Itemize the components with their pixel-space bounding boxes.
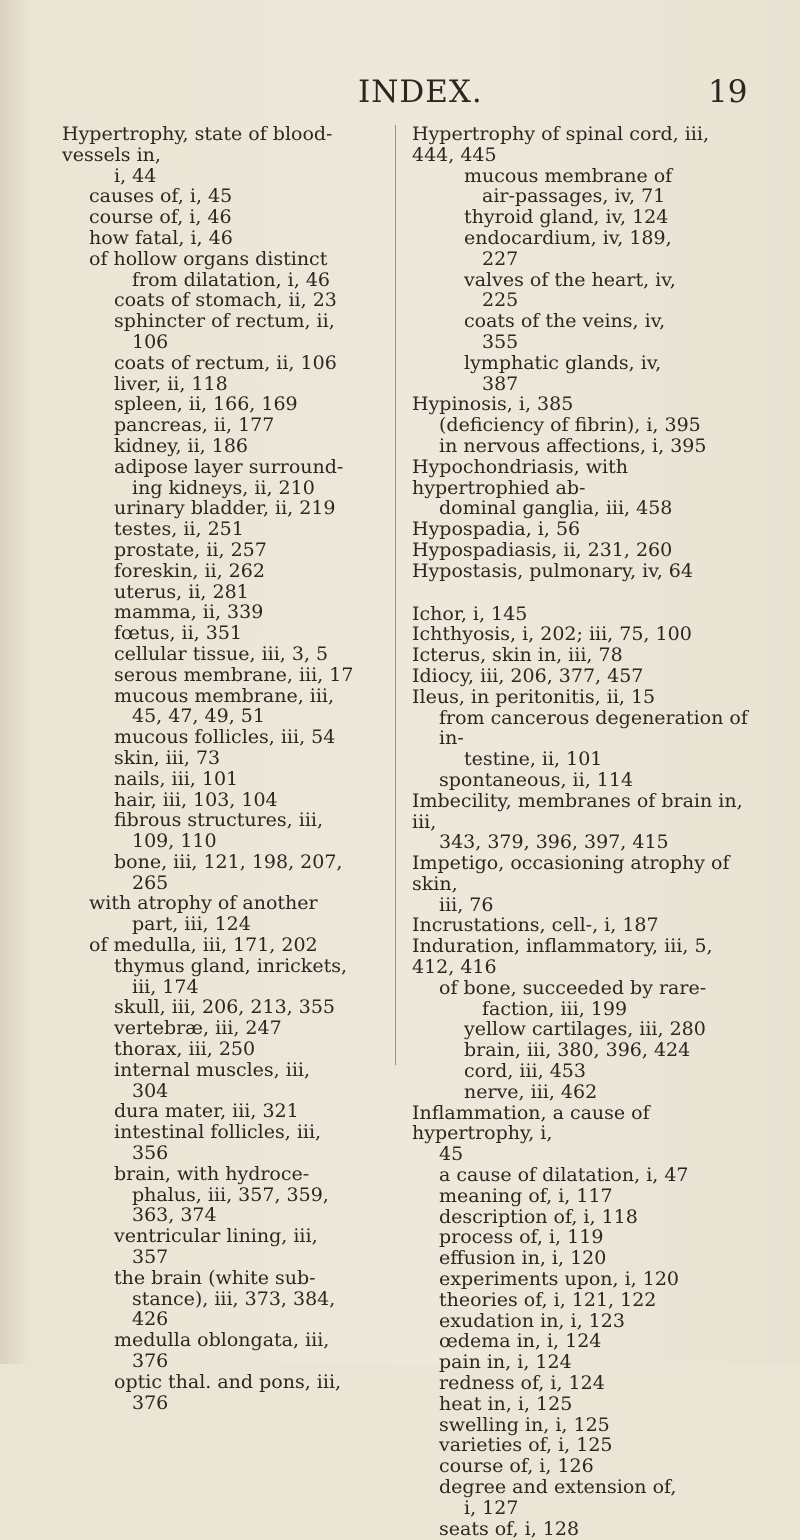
index-subentry: nails, iii, 101 — [114, 767, 239, 790]
index-heading-entry: Induration, inflammatory, iii, 5, 412, 416 — [412, 935, 713, 979]
index-subentry: thymus gland, inrickets, — [114, 954, 347, 977]
index-subentry: stance), iii, 373, 384, — [132, 1287, 336, 1310]
index-subentry: adipose layer surround- — [114, 455, 344, 478]
index-subentry: coats of stomach, ii, 23 — [114, 289, 337, 312]
index-subentry: 45, 47, 49, 51 — [132, 705, 265, 728]
page-number: 19 — [708, 74, 748, 110]
index-subentry: coats of the veins, iv, — [464, 310, 666, 333]
index-subentry: mucous follicles, iii, 54 — [114, 726, 336, 749]
index-subentry: kidney, ii, 186 — [114, 434, 249, 457]
index-subentry: fibrous structures, iii, — [114, 809, 324, 832]
index-subentry: process of, i, 119 — [439, 1226, 604, 1249]
index-subentry: from cancerous degeneration of in- — [439, 706, 748, 750]
index-subentry: cellular tissue, iii, 3, 5 — [114, 642, 329, 665]
index-subentry: 355 — [482, 330, 519, 353]
index-heading-entry: Hypochondriasis, with hypertrophied ab- — [412, 455, 628, 499]
column-divider — [395, 125, 396, 1065]
index-subentry: with atrophy of another — [89, 892, 318, 915]
index-subentry: air-passages, iv, 71 — [482, 185, 666, 208]
index-subentry: iii, 174 — [132, 975, 199, 998]
index-subentry: spontaneous, ii, 114 — [439, 768, 634, 791]
index-subentry: œdema in, i, 124 — [439, 1330, 602, 1353]
index-subentry: 265 — [132, 871, 169, 894]
index-subentry: ventricular lining, iii, — [114, 1225, 318, 1248]
index-subentry: causes of, i, 45 — [89, 185, 233, 208]
index-subentry: 376 — [132, 1350, 169, 1373]
index-heading-entry: Hypertrophy, state of blood-vessels in, — [62, 123, 333, 166]
page-title: INDEX. — [358, 74, 483, 110]
index-subentry: prostate, ii, 257 — [114, 538, 267, 561]
index-subentry: 109, 110 — [132, 830, 217, 853]
index-subentry: 343, 379, 396, 397, 415 — [439, 831, 669, 854]
index-subentry: 227 — [482, 247, 519, 270]
index-subentry: yellow cartilages, iii, 280 — [464, 1018, 706, 1041]
index-subentry: dominal ganglia, iii, 458 — [439, 497, 673, 520]
index-subentry: heat in, i, 125 — [439, 1392, 573, 1415]
index-subentry: spleen, ii, 166, 169 — [114, 393, 298, 416]
index-subentry: course of, i, 126 — [439, 1455, 594, 1478]
index-subentry: of hollow organs distinct — [89, 247, 328, 270]
index-subentry: testine, ii, 101 — [464, 748, 603, 771]
index-subentry: intestinal follicles, iii, — [114, 1121, 322, 1144]
index-subentry: serous membrane, iii, 17 — [114, 663, 354, 686]
index-subentry: part, iii, 124 — [132, 913, 251, 936]
index-subentry: mucous membrane, iii, — [114, 684, 335, 707]
index-heading-entry: Ichor, i, 145 — [412, 602, 528, 625]
index-subentry: iii, 76 — [439, 893, 494, 916]
index-subentry: course of, i, 46 — [89, 206, 232, 229]
index-subentry: skin, iii, 73 — [114, 746, 221, 769]
index-subentry: from dilatation, i, 46 — [132, 268, 331, 291]
index-column-right — [412, 124, 757, 1539]
index-heading-entry: Imbecility, membranes of brain in, iii, — [412, 789, 743, 833]
index-subentry: testes, ii, 251 — [114, 518, 244, 541]
index-heading-entry: Hypostasis, pulmonary, iv, 64 — [412, 559, 693, 582]
index-subentry: swelling in, i, 125 — [439, 1413, 610, 1436]
index-subentry: theories of, i, 121, 122 — [439, 1288, 657, 1311]
index-subentry: in nervous affections, i, 395 — [439, 434, 707, 457]
index-subentry: brain, iii, 380, 396, 424 — [464, 1039, 691, 1062]
index-heading-entry: Ileus, in peritonitis, ii, 15 — [412, 685, 656, 708]
index-subentry: optic thal. and pons, iii, — [114, 1370, 342, 1393]
index-subentry: (deficiency of fibrin), i, 395 — [439, 414, 701, 437]
index-subentry: endocardium, iv, 189, — [464, 226, 672, 249]
index-subentry: fœtus, ii, 351 — [114, 622, 243, 645]
index-heading-entry: Ichthyosis, i, 202; iii, 75, 100 — [412, 623, 692, 646]
index-subentry: 357 — [132, 1246, 169, 1269]
index-subentry: pain in, i, 124 — [439, 1351, 572, 1374]
index-subentry: liver, ii, 118 — [114, 372, 228, 395]
index-subentry: a cause of dilatation, i, 47 — [439, 1164, 689, 1187]
index-subentry: 387 — [482, 372, 519, 395]
index-heading-entry: Impetigo, occasioning atrophy of skin, — [412, 852, 730, 895]
index-subentry: mamma, ii, 339 — [114, 601, 264, 624]
index-subentry: brain, with hydroce- — [114, 1162, 310, 1185]
index-subentry: sphincter of rectum, ii, — [114, 310, 335, 333]
index-subentry: varieties of, i, 125 — [439, 1434, 613, 1457]
index-subentry: 304 — [132, 1079, 169, 1102]
index-subentry: experiments upon, i, 120 — [439, 1268, 680, 1291]
index-subentry: degree and extension of, — [439, 1476, 677, 1498]
index-subentry: of medulla, iii, 171, 202 — [89, 934, 318, 957]
page-header — [0, 74, 800, 114]
index-subentry: coats of rectum, ii, 106 — [114, 351, 337, 374]
index-subentry: pancreas, ii, 177 — [114, 414, 275, 437]
index-subentry: nerve, iii, 462 — [464, 1080, 598, 1103]
index-subentry: thorax, iii, 250 — [114, 1038, 256, 1061]
index-subentry: 45 — [439, 1143, 464, 1166]
index-heading-entry: Idiocy, iii, 206, 377, 457 — [412, 664, 644, 687]
index-subentry: faction, iii, 199 — [482, 997, 628, 1020]
index-subentry: meaning of, i, 117 — [439, 1184, 613, 1207]
index-subentry: medulla oblongata, iii, — [114, 1329, 330, 1352]
index-subentry: 225 — [482, 289, 519, 312]
index-subentry: 426 — [132, 1308, 169, 1331]
index-subentry: dura mater, iii, 321 — [114, 1100, 299, 1123]
index-subentry: foreskin, ii, 262 — [114, 559, 265, 582]
index-heading-entry: Hypertrophy of spinal cord, iii, 444, 445 — [412, 123, 709, 166]
index-subentry: seats of, i, 128 — [439, 1517, 580, 1540]
index-heading-entry: Inflammation, a cause of hypertrophy, i, — [412, 1101, 650, 1145]
index-heading-entry: Hypinosis, i, 385 — [412, 393, 574, 416]
index-heading-entry: Incrustations, cell-, i, 187 — [412, 914, 659, 937]
index-subentry: phalus, iii, 357, 359, — [132, 1183, 329, 1206]
index-subentry: how fatal, i, 46 — [89, 226, 233, 249]
section-gap — [412, 582, 757, 604]
index-subentry: of bone, succeeded by rare- — [439, 976, 707, 999]
index-subentry: i, 127 — [464, 1496, 519, 1519]
index-subentry: i, 44 — [114, 164, 157, 187]
index-heading-entry: Hypospadia, i, 56 — [412, 518, 581, 541]
index-subentry: mucous membrane of — [464, 164, 673, 187]
index-subentry: description of, i, 118 — [439, 1205, 638, 1228]
index-subentry: hair, iii, 103, 104 — [114, 788, 278, 811]
index-subentry: ing kidneys, ii, 210 — [132, 476, 315, 499]
index-subentry: the brain (white sub- — [114, 1266, 316, 1289]
index-subentry: vertebræ, iii, 247 — [114, 1017, 282, 1040]
index-subentry: thyroid gland, iv, 124 — [464, 206, 669, 229]
index-subentry: 356 — [132, 1142, 169, 1165]
index-subentry: 376 — [132, 1391, 169, 1414]
index-subentry: effusion in, i, 120 — [439, 1247, 607, 1270]
index-subentry: 363, 374 — [132, 1204, 217, 1227]
index-subentry: bone, iii, 121, 198, 207, — [114, 850, 343, 873]
index-heading-entry: Hypospadiasis, ii, 231, 260 — [412, 538, 673, 561]
index-subentry: 106 — [132, 330, 169, 353]
index-subentry: valves of the heart, iv, — [464, 268, 676, 291]
index-subentry: urinary bladder, ii, 219 — [114, 497, 336, 520]
index-heading-entry: Icterus, skin in, iii, 78 — [412, 644, 623, 667]
index-subentry: skull, iii, 206, 213, 355 — [114, 996, 335, 1019]
index-subentry: cord, iii, 453 — [464, 1060, 586, 1083]
index-subentry: internal muscles, iii, — [114, 1058, 311, 1081]
index-subentry: redness of, i, 124 — [439, 1372, 605, 1395]
index-subentry: exudation in, i, 123 — [439, 1309, 625, 1332]
index-subentry: uterus, ii, 281 — [114, 580, 249, 603]
index-subentry: lymphatic glands, iv, — [464, 351, 662, 374]
index-column-left — [62, 124, 392, 1413]
